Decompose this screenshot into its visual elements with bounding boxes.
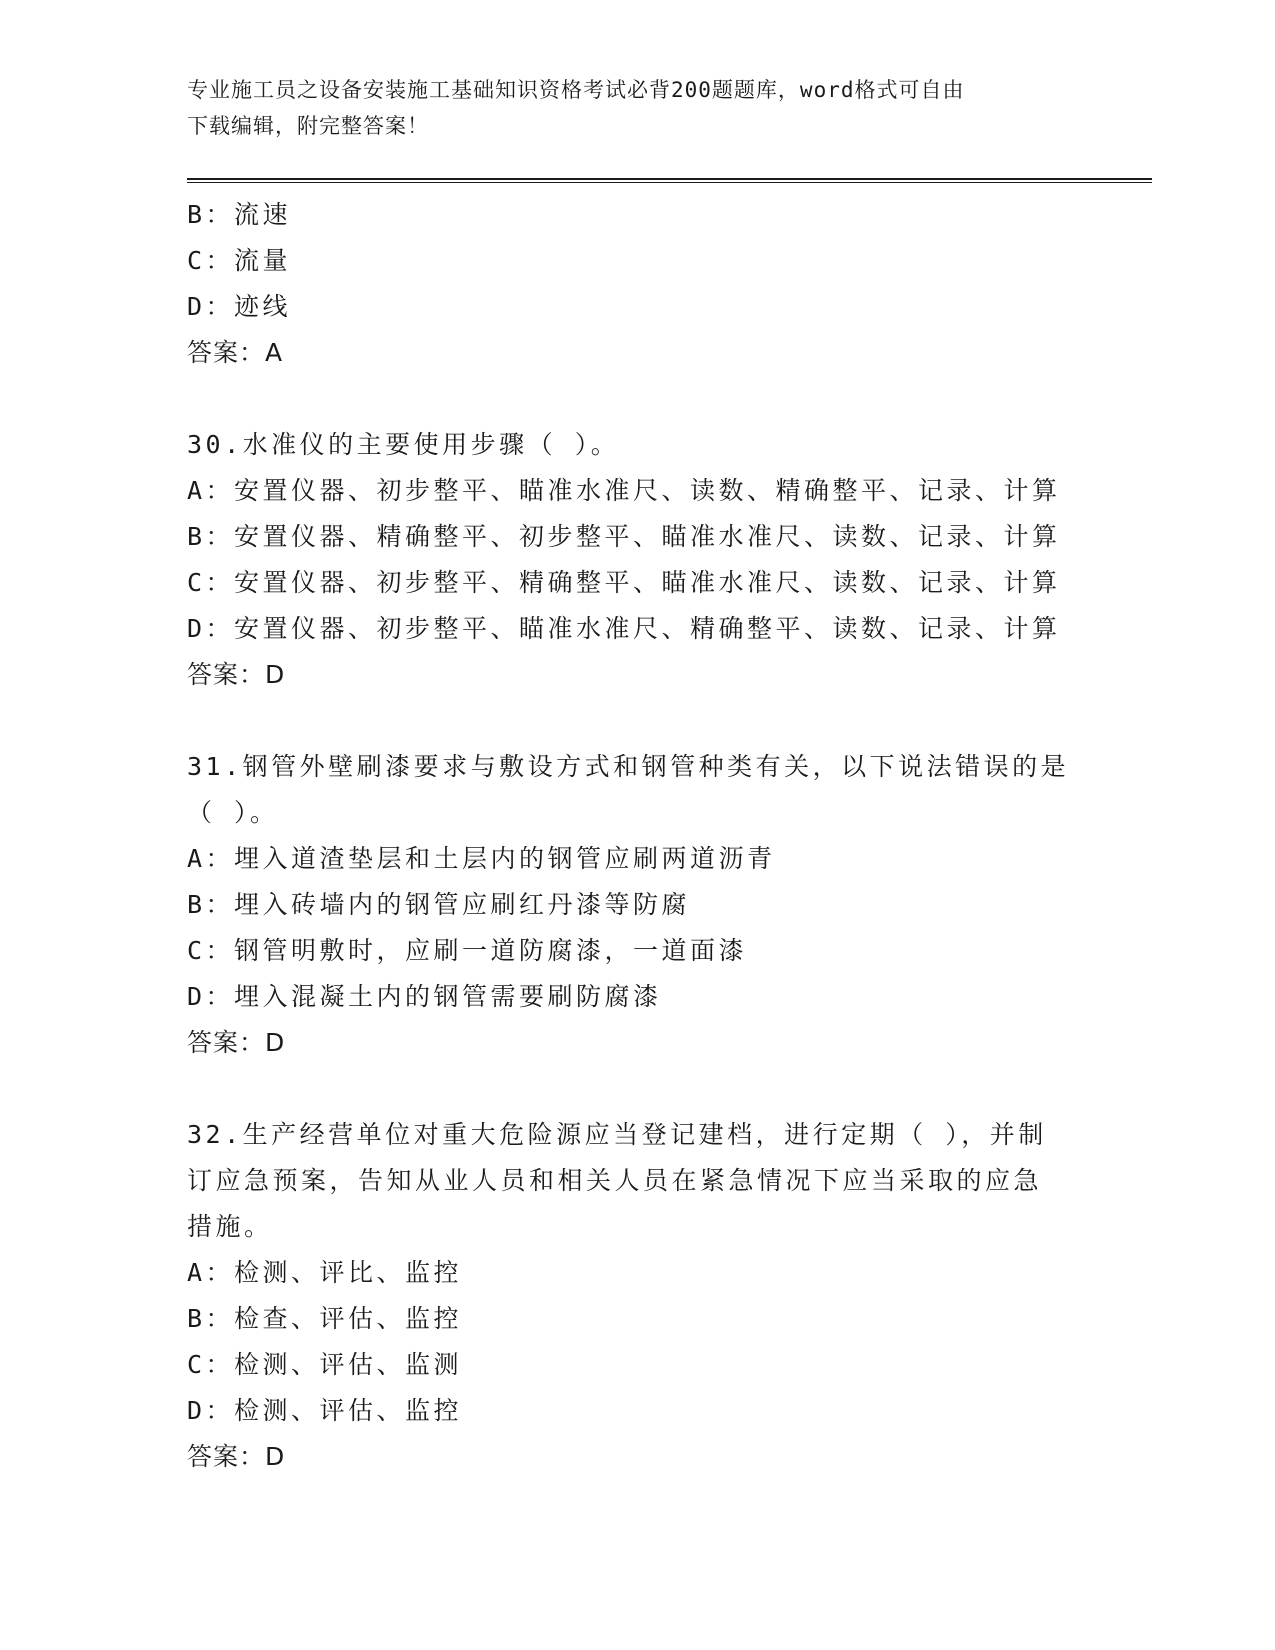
option-b: B：检查、评估、监控 <box>187 1304 463 1333</box>
question-text: 31.钢管外壁刷漆要求与敷设方式和钢管种类有关，以下说法错误的是 <box>187 752 1070 781</box>
answer-line: 答案：A <box>187 338 284 367</box>
question-text: 32.生产经营单位对重大危险源应当登记建档，进行定期（ ），并制 <box>187 1120 1047 1149</box>
option-b: B：埋入砖墙内的钢管应刷红丹漆等防腐 <box>187 890 691 919</box>
question-31 <box>187 744 1087 1066</box>
document-body <box>187 192 1087 1480</box>
option-b: B：流速 <box>187 200 292 229</box>
question-30 <box>187 422 1087 698</box>
header-line: 下载编辑，附完整答案！ <box>187 114 429 138</box>
option-c: C：安置仪器、初步整平、精确整平、瞄准水准尺、读数、记录、计算 <box>187 568 1061 597</box>
option-d: D：安置仪器、初步整平、瞄准水准尺、精确整平、读数、记录、计算 <box>187 614 1061 643</box>
option-a: A：安置仪器、初步整平、瞄准水准尺、读数、精确整平、记录、计算 <box>187 476 1061 505</box>
answer-line: 答案：D <box>187 660 286 689</box>
question-29-continued <box>187 192 1087 376</box>
page-header <box>187 72 1067 144</box>
spacer <box>187 698 1087 744</box>
spacer <box>187 376 1087 422</box>
option-c: C：流量 <box>187 246 292 275</box>
header-rule <box>187 178 1152 183</box>
option-c: C：钢管明敷时，应刷一道防腐漆，一道面漆 <box>187 936 748 965</box>
header-line: 专业施工员之设备安装施工基础知识资格考试必背200题题库，word格式可自由 <box>187 78 965 102</box>
option-a: A：检测、评比、监控 <box>187 1258 463 1287</box>
answer-line: 答案：D <box>187 1442 286 1471</box>
option-d: D：埋入混凝土内的钢管需要刷防腐漆 <box>187 982 662 1011</box>
option-b: B：安置仪器、精确整平、初步整平、瞄准水准尺、读数、记录、计算 <box>187 522 1061 551</box>
question-text: 订应急预案，告知从业人员和相关人员在紧急情况下应当采取的应急 <box>187 1166 1043 1195</box>
option-d: D：检测、评估、监控 <box>187 1396 463 1425</box>
question-32 <box>187 1112 1087 1480</box>
option-a: A：埋入道渣垫层和土层内的钢管应刷两道沥青 <box>187 844 776 873</box>
question-text: （ ）。 <box>187 798 279 827</box>
spacer <box>187 1066 1087 1112</box>
option-d: D：迹线 <box>187 292 292 321</box>
answer-line: 答案：D <box>187 1028 286 1057</box>
question-text: 30.水准仪的主要使用步骤（ ）。 <box>187 430 620 459</box>
question-text: 措施。 <box>187 1212 273 1241</box>
option-c: C：检测、评估、监测 <box>187 1350 463 1379</box>
